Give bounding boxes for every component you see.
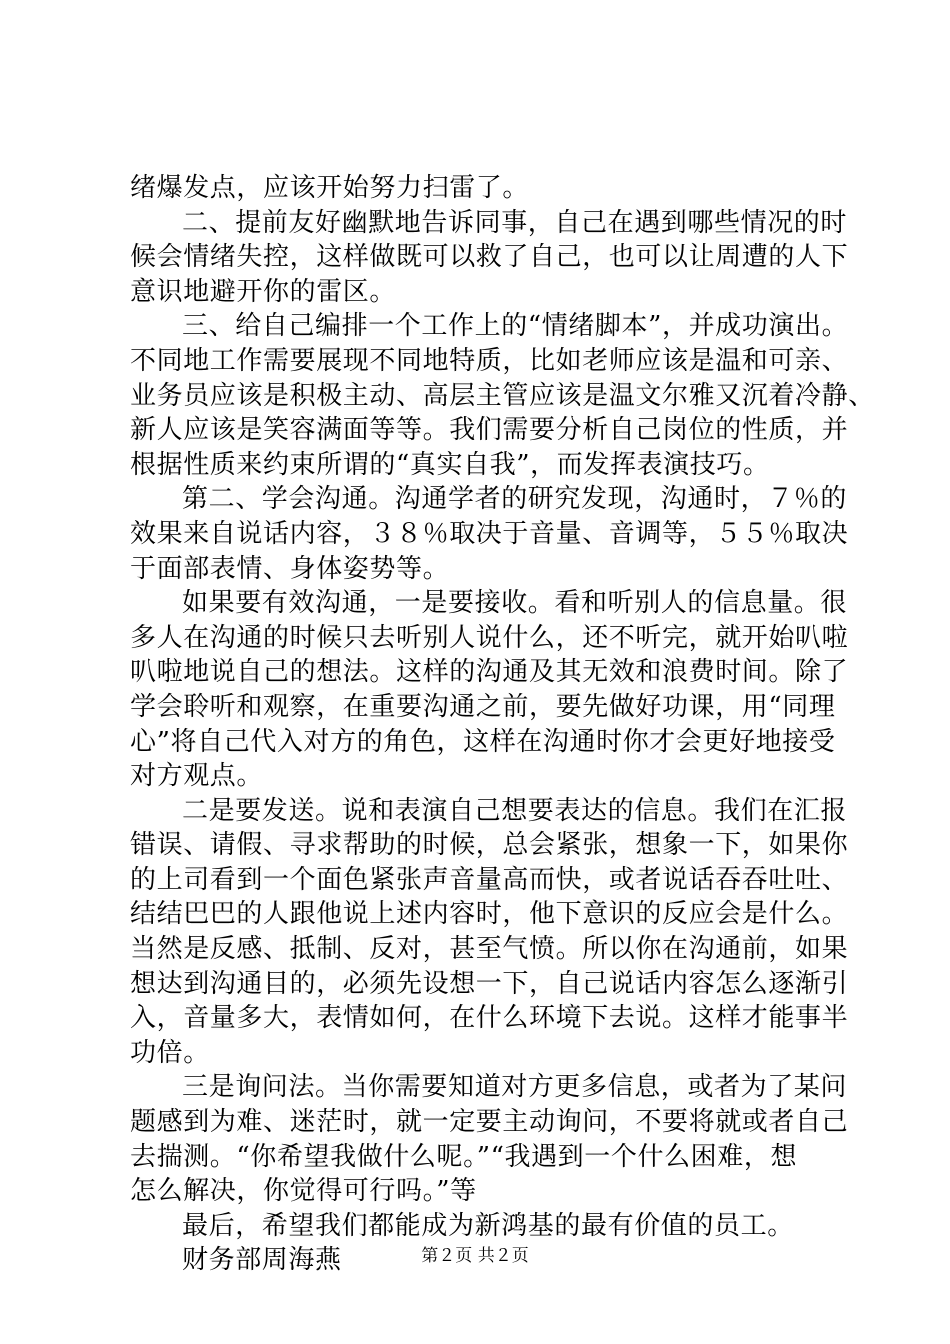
text-line: 二、提前友好幽默地告诉同事，自己在遇到哪些情况的时 [182, 207, 848, 238]
text-line: 怎么解决，你觉得可行吗。”等 [130, 1176, 477, 1207]
text-line: 功倍。 [130, 1037, 210, 1068]
text-line: 对方观点。 [130, 761, 264, 792]
text-line: 候会情绪失控，这样做既可以救了自己，也可以让周遭的人下 [130, 242, 849, 273]
text-line: 第二、学会沟通。沟通学者的研究发现，沟通时，７％的 [182, 484, 848, 515]
text-line: 绪爆发点，应该开始努力扫雷了。 [130, 173, 530, 203]
text-line: 题感到为难、迷茫时，就一定要主动询问，不要将就或者自己 [130, 1107, 849, 1138]
text-line: 入，音量多大，表情如何，在什么环境下去说。这样才能事半 [130, 1003, 849, 1034]
text-line: 去揣测。“你希望我做什么呢。”“我遇到一个什么困难，想 [130, 1141, 798, 1172]
page-number-label: 第２页 共２页 [421, 1246, 529, 1266]
text-line: 二是要发送。说和表演自己想要表达的信息。我们在汇报 [182, 795, 848, 826]
text-line: 三是询问法。当你需要知道对方更多信息，或者为了某问 [182, 1072, 848, 1103]
page-footer [0, 1245, 950, 1267]
text-line: 如果要有效沟通，一是要接收。看和听别人的信息量。很 [182, 588, 848, 619]
text-line: 学会聆听和观察，在重要沟通之前，要先做好功课，用“同理 [130, 691, 836, 722]
text-line: 想达到沟通目的，必须先设想一下，自己说话内容怎么逐渐引 [130, 968, 849, 999]
text-line: 新人应该是笑容满面等等。我们需要分析自己岗位的性质，并 [130, 415, 849, 446]
text-line: 意识地避开你的雷区。 [130, 276, 397, 307]
text-line: 心”将自己代入对方的角色，这样在沟通时你才会更好地接受 [130, 726, 836, 757]
document-body [130, 171, 875, 1278]
signature-line: 财务部周海燕 [182, 1245, 342, 1276]
text-line: 错误、请假、寻求帮助的时候，总会紧张，想象一下，如果你 [130, 830, 849, 861]
text-line: 不同地工作需要展现不同地特质，比如老师应该是温和可亲、 [130, 345, 849, 376]
text-line: 当然是反感、抵制、反对，甚至气愤。所以你在沟通前，如果 [130, 934, 849, 965]
text-line: 结结巴巴的人跟他说上述内容时，他下意识的反应会是什么。 [130, 899, 849, 930]
text-line: 叭啦地说自己的想法。这样的沟通及其无效和浪费时间。除了 [130, 657, 849, 688]
text-line: 根据性质来约束所谓的“真实自我”，而发挥表演技巧。 [130, 449, 770, 480]
text-line: 业务员应该是积极主动、高层主管应该是温文尔雅又沉着冷静、 [130, 380, 875, 411]
text-line: 效果来自说话内容，３８％取决于音量、音调等，５５％取决 [130, 518, 849, 549]
text-line: 最后，希望我们都能成为新鸿基的最有价值的员工。 [182, 1210, 794, 1241]
text-line: 三、给自己编排一个工作上的“情绪脚本”，并成功演出。 [182, 311, 849, 342]
text-line: 多人在沟通的时候只去听别人说什么，还不听完，就开始叭啦 [130, 622, 849, 653]
text-line: 的上司看到一个面色紧张声音量高而快，或者说话吞吞吐吐、 [130, 864, 849, 895]
text-line: 于面部表情、身体姿势等。 [130, 553, 450, 584]
